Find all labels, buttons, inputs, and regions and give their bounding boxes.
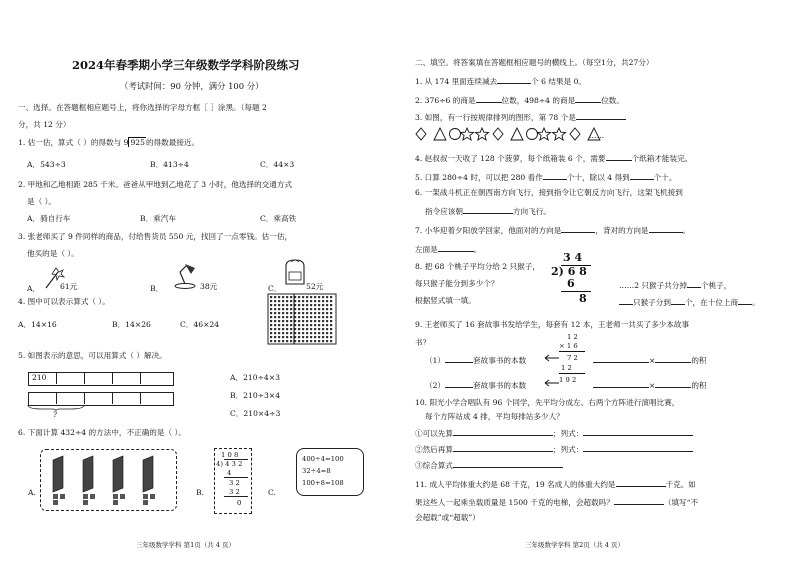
calc-partial-1: 7 2 [567, 354, 578, 362]
answer-blank[interactable] [738, 296, 752, 305]
q8-note-cont: 只猴子分到 个，在十位上商 。 [619, 296, 760, 308]
answer-blank[interactable] [576, 111, 626, 120]
answer-blank[interactable] [614, 496, 664, 505]
answer-blank[interactable] [655, 379, 691, 388]
q3-price-b: 38元 [200, 282, 218, 291]
q11-stem: 11. 成人平均体重大约是 68 千克，19 名成人的体重大约是 千克。如 [415, 480, 696, 489]
q3-option-a[interactable]: A． [27, 284, 41, 293]
q3-option-b[interactable]: B． [150, 284, 164, 293]
q1-option-a[interactable]: A．543÷3 [27, 160, 66, 169]
calc-product: 1 9 2 [559, 376, 577, 384]
calc-dividend: 2) 6 8 [551, 265, 587, 278]
calc-partial-2: 1 2 [561, 364, 572, 372]
q1-option-b[interactable]: B．413÷4 [150, 160, 189, 169]
answer-blank[interactable] [619, 296, 633, 305]
q7-fill: 7. 小华迎着夕阳放学回家，他面对的方向是 ，背对的方向是 。 [415, 226, 691, 235]
q8-long-division [551, 253, 601, 311]
division-bracket: 925 [130, 138, 145, 147]
q8-note: ……2 只猴子共分掉 个桃子， [619, 281, 732, 290]
answer-blank[interactable] [463, 205, 513, 214]
calc-multiplicand: 1 2 [567, 333, 578, 341]
calc-quotient: 1 0 8 [221, 451, 239, 459]
q5-option-b[interactable]: B．210÷3×4 [230, 391, 281, 400]
answer-blank[interactable] [583, 443, 693, 452]
q6-option-a-figure [40, 449, 177, 511]
q6-option-b[interactable]: B. [196, 488, 204, 497]
q6-fill-cont: 指令应该朝 方向飞行。 [425, 207, 551, 216]
q8-stem-cont: 每只猴子能分到多少个？ [415, 279, 499, 288]
q5-stem: 5. 如图表示的意思，可以用算式（ ）解决。 [18, 351, 167, 360]
q9-row-1-right: × 的积 [593, 354, 707, 366]
q6-option-a[interactable]: A. [28, 488, 36, 497]
answer-blank[interactable] [687, 279, 701, 288]
q5-option-c[interactable]: C．210×4÷3 [230, 409, 281, 418]
section1-heading: 一、选择。在答题框相应题号上，将你选择的字母方框［ ］涂黑。（每题 2 [18, 103, 267, 112]
answer-blank[interactable] [453, 443, 553, 452]
q9-row-2: （2） 套故事书的本数 [425, 381, 527, 390]
calc-step4: 0 [237, 499, 242, 507]
answer-blank[interactable] [453, 427, 553, 436]
q11-stem-end: 会超载”或“超载”） [415, 513, 480, 522]
section2-heading: 二、填空。将答案填在答题框相应题号的横线上。（每空1分，共27分） [415, 58, 654, 67]
answer-blank[interactable] [616, 478, 666, 487]
desk-lamp-icon [165, 262, 199, 288]
q9-row-1: （1） 套故事书的本数 [425, 356, 527, 365]
arrow-pointers [543, 350, 563, 390]
q11-stem-cont: 果这些人一起乘坐载质量是 1500 千克的电梯，会超载吗？ （填写“不 [415, 498, 699, 507]
q7-fill-cont: 左面是 。 [415, 245, 482, 254]
q5-fill: 5. 口算 280÷4 时，可以把 280 看作 个十，除以 4 得到 个十。 [415, 173, 677, 182]
pattern-ellipsis: …… [589, 131, 605, 140]
q9-stem-cont: 书？ [415, 338, 431, 347]
q2-option-a[interactable]: A．骑自行车 [27, 214, 71, 223]
page-footer: 三年级数学学科 第1页（共 4 页） [136, 541, 235, 549]
q6-option-b-figure [214, 448, 252, 514]
base-ten-blocks [47, 454, 171, 506]
q4-stem: 4. 图中可以表示算式（ ）。 [18, 297, 110, 306]
answer-blank[interactable] [476, 94, 502, 103]
answer-blank[interactable] [445, 379, 473, 388]
q9-vertical-calc [557, 333, 597, 393]
calc-step1: 4 [227, 469, 232, 477]
q8-stem: 8. 把 68 个桃子平均分给 2 只猴子， [415, 262, 540, 271]
q10-stem-cont: 每个方阵站成 4 排，平均每排站多少人？ [425, 412, 564, 421]
section1-heading-cont: 分，共 12 分） [18, 120, 71, 129]
calc-remainder: 8 [579, 292, 587, 305]
q2-stem-cont: 是（ ）。 [27, 197, 56, 206]
q2-option-c[interactable]: C．乘高铁 [260, 214, 297, 223]
answer-blank[interactable] [445, 354, 473, 363]
q3-stem-cont: 他买的是（ ）。 [27, 249, 79, 258]
q8-instruction: 根据竖式填一填。 [415, 296, 476, 305]
answer-blank[interactable] [497, 75, 531, 84]
q10-step-2: ②然后再算 ；列式： [415, 443, 693, 455]
q6-option-c[interactable]: C. [268, 488, 276, 497]
answer-blank[interactable] [606, 152, 632, 161]
calc-quotient: 3 4 [563, 251, 583, 264]
calc-step3: 3 2 [229, 488, 240, 496]
q2-fill: 2. 376÷6 的商是 位数，498÷4 的商是 位数。 [415, 96, 624, 105]
q4-option-a[interactable]: A．14×16 [18, 320, 57, 329]
q6-fill: 6. 一架战斗机正在朝西南方向飞行，接到指令让它朝反方向飞行，这架飞机接到 [415, 188, 683, 197]
answer-blank[interactable] [593, 354, 649, 363]
q3-price-a: 61元 [60, 282, 78, 291]
segment-label: 210 [32, 373, 47, 382]
q6-option-c-figure [296, 448, 364, 496]
q10-stem: 10. 阳光小学合唱队有 96 个同学，先平均分成左、右两个方阵进行演唱比赛， [415, 398, 680, 407]
answer-blank[interactable] [649, 224, 683, 233]
answer-blank[interactable] [630, 171, 654, 180]
answer-blank[interactable] [453, 459, 563, 468]
q4-fill: 4. 赵叔叔一天收了 128 个菠萝，每个纸箱装 6 个，需要 个纸箱才能装完。 [415, 154, 693, 163]
q3-fill: 3. 如图，有一行按规律排列的图形，第 78 个是 [415, 111, 626, 123]
calc-step2: 3 2 [229, 479, 240, 487]
q3-option-c[interactable]: C． [268, 284, 282, 293]
calc-c-line1: 400÷4=100 [302, 455, 344, 463]
calc-multiplier: × 1 6 [559, 342, 578, 350]
answer-blank[interactable] [583, 427, 693, 436]
q4-option-c[interactable]: C．46×24 [180, 320, 220, 329]
calc-c-line2: 32÷4=8 [302, 467, 331, 475]
q10-step-3: ③综合算式 [415, 459, 563, 471]
page-footer: 三年级数学学科 第2页（共 4 页） [525, 541, 624, 549]
q3-stem: 3. 张老师买了 9 件同样的商品，付给售货员 550 元，找回了一点零钱。估一估， [18, 232, 293, 241]
answer-blank[interactable] [655, 354, 691, 363]
answer-blank[interactable] [543, 171, 567, 180]
answer-blank[interactable] [671, 296, 685, 305]
q5-option-a[interactable]: A．210÷4×3 [230, 373, 280, 382]
q9-row-2-right: × 的积 [593, 379, 707, 391]
exam-subtitle: （考试时间：90 分钟，满分 100 分） [120, 81, 264, 91]
q1-fill: 1. 从 174 里面连续减去 个 6 结果是 0。 [415, 77, 587, 86]
q6-stem: 6. 下面计算 432÷4 的方法中，不正确的是（ ）。 [18, 428, 186, 437]
q4-option-b[interactable]: B．14×26 [112, 320, 151, 329]
answer-blank[interactable] [593, 379, 649, 388]
exam-title: 2024年春季期小学三年级数学学科阶段练习 [72, 58, 300, 72]
q10-step-1: ①可以先算 ；列式： [415, 427, 693, 439]
q2-stem: 2. 甲地和乙地相距 285 千米。爸爸从甲地到乙地花了 3 小时，他选择的交通方式 [18, 180, 293, 189]
q4-dot-grid [268, 294, 336, 344]
q3-price-c: 52元 [306, 282, 324, 291]
answer-blank[interactable] [575, 94, 601, 103]
q1-stem: 1. 估一估，算式（ ）的得数与 9 925的得数最接近。 [18, 138, 200, 147]
calc-c-line3: 100+8=108 [302, 479, 344, 487]
backpack-icon [282, 258, 308, 286]
q2-option-b[interactable]: B．乘汽车 [140, 214, 176, 223]
question-mark: ? [53, 410, 58, 419]
calc-subtract: 6 [567, 277, 575, 290]
page-2 [397, 0, 794, 561]
answer-blank[interactable] [561, 224, 595, 233]
calc-dividend: 4) 4 3 2 [216, 460, 243, 468]
q1-option-c[interactable]: C．44×3 [260, 160, 295, 169]
q9-stem: 9. 王老师买了 16 套故事书发给学生，每套有 12 本，王老师一共买了多少本故事 [415, 320, 690, 329]
answer-blank[interactable] [438, 243, 474, 252]
